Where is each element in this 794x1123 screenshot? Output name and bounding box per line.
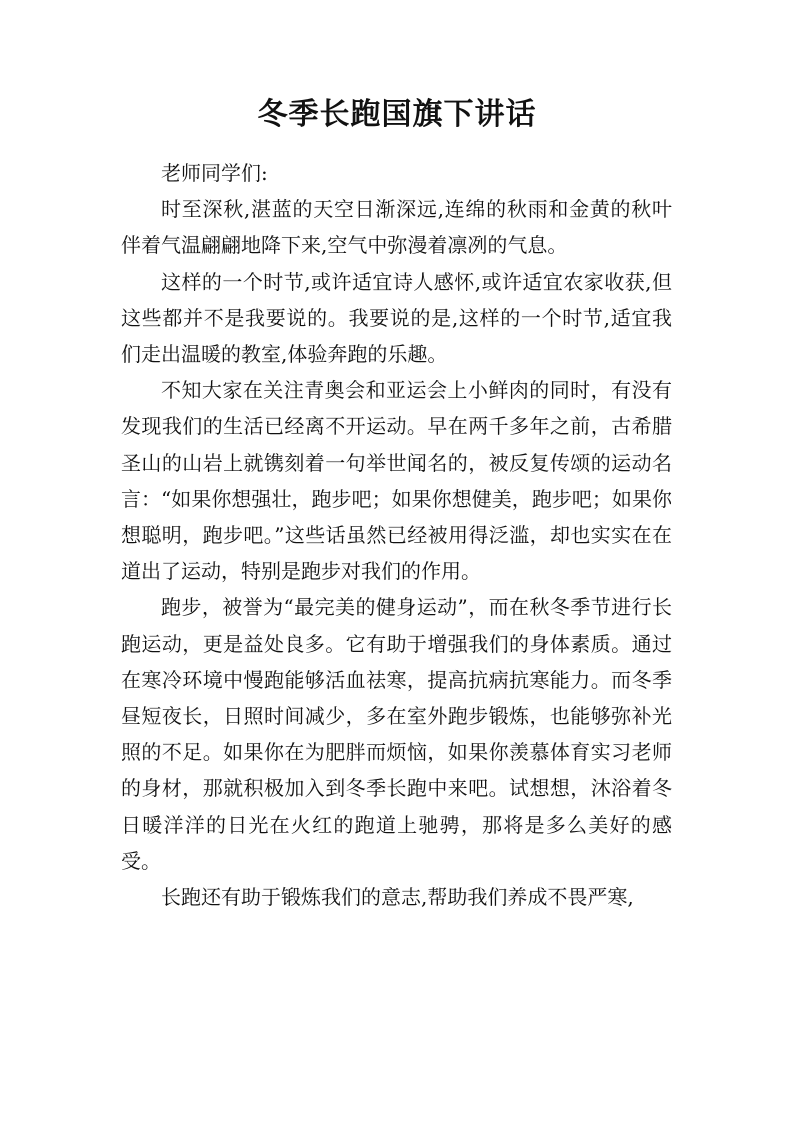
body-paragraph: 这样的一个时节,或许适宜诗人感怀,或许适宜农家收获,但这些都并不是我要说的。我要说的是,这样的一个时节,适宜我们走出温暖的教室,体验奔跑的乐趣。 xyxy=(121,269,672,367)
body-paragraph: 跑步，被誉为“最完美的健身运动”，而在秋冬季节进行长跑运动，更是益处良多。它有助于增强我们的身体素质。通过在寒冷环境中慢跑能够活血祛寒，提高抗病抗寒能力。而冬季昼短夜长，日照时间减少，多在室外跑步锻炼，也能够弥补光照的不足。如果你在为肥胖而烦恼，如果你羡慕体育实习老师的身材，那就积极加入到冬季长跑中来吧。试想想，沐浴着冬日暖洋洋的日光在火红的跑道上驰骋，那将是多么美好的感受。 xyxy=(121,595,672,873)
document-body xyxy=(121,155,672,915)
body-paragraph: 长跑还有助于锻炼我们的意志,帮助我们养成不畏严寒, xyxy=(161,885,634,910)
document-title: 冬季长跑国旗下讲话 xyxy=(257,97,537,132)
greeting-paragraph: 老师同学们: xyxy=(161,161,268,185)
body-paragraph: 时至深秋,湛蓝的天空日渐深远,连绵的秋雨和金黄的秋叶伴着气温翩翩地降下来,空气中弥漫着凛冽的气息。 xyxy=(121,197,672,258)
body-paragraph: 不知大家在关注青奥会和亚运会上小鲜肉的同时，有没有发现我们的生活已经离不开运动。早在两千多年之前，古希腊圣山的山岩上就镌刻着一句举世闻名的，被反复传颂的运动名言：“如果你想强壮，跑步吧；如果你想健美，跑步吧；如果你想聪明，跑步吧。”这些话虽然已经被用得泛滥，却也实实在在道出了运动，特别是跑步对我们的作用。 xyxy=(121,378,672,584)
